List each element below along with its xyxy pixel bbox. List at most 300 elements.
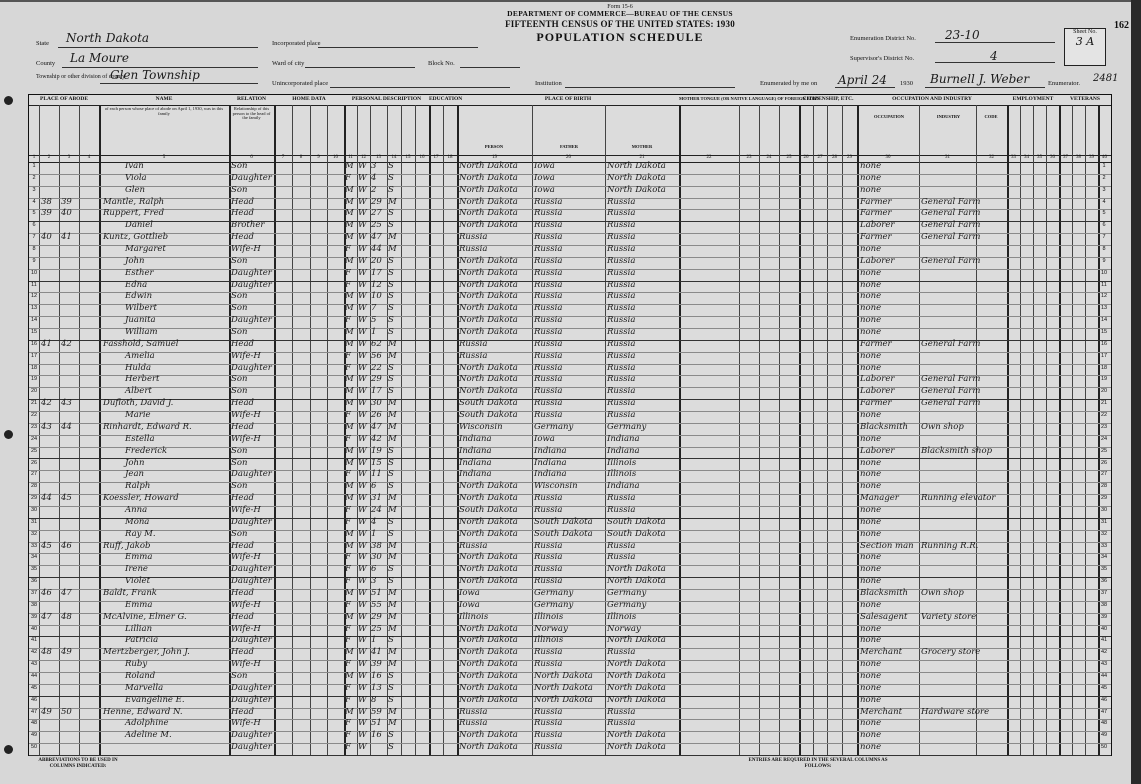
cell-father: Wisconsin	[534, 481, 578, 492]
cell-sex: M	[345, 528, 354, 539]
township-label: Township or other division of county	[36, 74, 126, 80]
cell-pob: North Dakota	[459, 682, 518, 693]
cell-father: Illinois	[534, 611, 564, 622]
line-number: 40	[30, 625, 38, 632]
supervisor-value: 4	[990, 49, 998, 63]
cell-race: W	[358, 244, 367, 255]
cell-sex: M	[345, 421, 354, 432]
cell-age: 29	[371, 374, 382, 385]
column-number: 6	[250, 155, 253, 160]
cell-name: Herbert	[125, 374, 160, 385]
line-number: 35	[30, 566, 38, 573]
cell-fam: 39	[61, 196, 72, 207]
cell-sex: F	[345, 623, 351, 634]
line-number: 22	[30, 412, 38, 419]
cell-pob: North Dakota	[459, 742, 518, 753]
cell-pob: North Dakota	[459, 730, 518, 741]
cell-sex: M	[345, 670, 354, 681]
cell-mother: North Dakota	[607, 670, 666, 681]
industry-col-header: INDUSTRY	[936, 114, 961, 119]
cell-race: W	[358, 564, 367, 575]
column-number: 39	[1089, 155, 1094, 160]
column-number: 30	[885, 155, 891, 160]
cell-pob: North Dakota	[459, 220, 518, 231]
cell-rel: Brother	[231, 220, 265, 231]
cell-occ: none	[860, 623, 882, 634]
cell-mother: North Dakota	[607, 659, 666, 670]
enum-district-value: 23-10	[945, 28, 980, 42]
cell-race: W	[358, 694, 367, 705]
cell-race: W	[358, 220, 367, 231]
cell-name: Ruff, Jakob	[103, 540, 151, 551]
cell-occ: none	[860, 244, 882, 255]
cell-age: 44	[371, 244, 382, 255]
cell-rel: Daughter	[231, 279, 272, 290]
line-number-right: 5	[1102, 210, 1106, 217]
cell-sex: M	[345, 338, 354, 349]
cell-age: 29	[371, 611, 382, 622]
column-number: 16	[419, 155, 425, 160]
cell-occ: none	[860, 350, 882, 361]
cell-ms: S	[388, 635, 394, 646]
cell-pob: South Dakota	[459, 504, 518, 515]
cell-name: Glen	[125, 184, 146, 195]
cell-mother: Indiana	[607, 445, 640, 456]
cell-ind: General Farm	[921, 338, 981, 349]
cell-sex: M	[345, 587, 354, 598]
cell-father: Russia	[534, 493, 563, 504]
column-number: 13	[376, 155, 381, 160]
line-number-right: 22	[1100, 412, 1108, 419]
cell-race: W	[358, 481, 367, 492]
cell-sex: M	[345, 255, 354, 266]
cell-ind: General Farm	[921, 255, 981, 266]
cell-father: Russia	[534, 267, 563, 278]
cell-occ: none	[860, 635, 882, 646]
county-label: County	[36, 60, 56, 67]
cell-mother: Russia	[607, 386, 636, 397]
cell-mother: South Dakota	[607, 516, 666, 527]
line-number-right: 29	[1100, 495, 1108, 502]
supervisor-label: Supervisor's District No.	[850, 55, 915, 62]
cell-rel: Daughter	[231, 742, 272, 753]
line-number-right: 43	[1100, 661, 1108, 668]
cell-age: 30	[371, 398, 382, 409]
cell-rel: Son	[231, 374, 248, 385]
cell-rel: Head	[231, 493, 254, 504]
cell-age: 51	[371, 718, 382, 729]
cell-pob: Iowa	[459, 587, 480, 598]
cell-mother: North Dakota	[607, 694, 666, 705]
line-number: 13	[30, 305, 38, 312]
cell-race: W	[358, 659, 367, 670]
column-number: 23	[746, 155, 752, 160]
cell-ms: M	[388, 587, 397, 598]
cell-pob: Illinois	[459, 611, 489, 622]
cell-dwell: 41	[41, 338, 52, 349]
cell-race: W	[358, 421, 367, 432]
form-header	[470, 4, 770, 43]
cell-name: Margaret	[125, 244, 166, 255]
cell-rel: Daughter	[231, 315, 272, 326]
cell-fam: 42	[61, 338, 72, 349]
cell-rel: Daughter	[231, 730, 272, 741]
cell-pob: North Dakota	[459, 481, 518, 492]
cell-name: Emma	[125, 599, 153, 610]
cell-ind: Running R.R.	[921, 540, 979, 551]
institution-line	[565, 87, 735, 88]
cell-race: W	[358, 457, 367, 468]
cell-ind: General Farm	[921, 196, 981, 207]
cell-mother: Russia	[607, 244, 636, 255]
cell-age: 10	[371, 291, 382, 302]
cell-name: Ray M.	[125, 528, 156, 539]
cell-age: 25	[371, 623, 382, 634]
cell-father: South Dakota	[534, 528, 593, 539]
cell-ms: M	[388, 647, 397, 658]
form-number: Form 15-6	[607, 4, 633, 10]
cell-mother: North Dakota	[607, 184, 666, 195]
cell-ms: M	[388, 421, 397, 432]
cell-ms: S	[388, 386, 394, 397]
cell-race: W	[358, 576, 367, 587]
table-body	[29, 162, 1111, 755]
group-abode: PLACE OF ABODE	[39, 96, 89, 102]
cell-name: Irene	[125, 564, 148, 575]
line-number-right: 38	[1100, 601, 1108, 608]
code-col-header: CODE	[984, 114, 998, 119]
schedule-title: POPULATION SCHEDULE	[536, 29, 704, 44]
cell-ms: M	[388, 244, 397, 255]
cell-rel: Daughter	[231, 469, 272, 480]
cell-rel: Son	[231, 386, 248, 397]
township-line	[100, 83, 258, 84]
cell-rel: Head	[231, 398, 254, 409]
line-number: 36	[30, 578, 38, 585]
cell-mother: North Dakota	[607, 172, 666, 183]
cell-name: Viola	[125, 172, 147, 183]
state-label: State	[36, 40, 49, 47]
column-number: 4	[87, 155, 91, 160]
cell-fam: 46	[61, 540, 72, 551]
cell-rel: Daughter	[231, 516, 272, 527]
cell-father: Russia	[534, 291, 563, 302]
cell-name: Violet	[125, 576, 150, 587]
cell-sex: M	[345, 493, 354, 504]
cell-father: Russia	[534, 730, 563, 741]
line-number-right: 27	[1100, 471, 1108, 478]
cell-ms: S	[388, 161, 394, 171]
cell-race: W	[358, 742, 367, 753]
group-personal: PERSONAL DESCRIPTION	[351, 96, 422, 102]
cell-age: 16	[371, 670, 382, 681]
cell-name: Dufloth, David J.	[103, 398, 174, 409]
line-number-right: 7	[1102, 234, 1106, 241]
cell-sex: F	[345, 564, 351, 575]
cell-mother: Russia	[607, 410, 636, 421]
cell-age: 3	[371, 576, 377, 587]
enumerated-date-line	[835, 87, 895, 88]
cell-father: Russia	[534, 374, 563, 385]
line-number-right: 9	[1102, 257, 1106, 264]
cell-ms: S	[388, 184, 394, 195]
county-value: La Moure	[70, 51, 130, 65]
cell-sex: M	[345, 457, 354, 468]
cell-ind: Blacksmith shop	[921, 445, 993, 456]
cell-age: 6	[371, 564, 377, 575]
cell-ind: Running elevator	[921, 493, 996, 504]
cell-occ: none	[860, 161, 882, 171]
cell-dwell: 48	[41, 647, 52, 658]
cell-ms: S	[388, 315, 394, 326]
cell-father: Germany	[534, 599, 574, 610]
cell-name: Jean	[125, 469, 144, 480]
birth-father-header: FATHER	[559, 144, 579, 149]
line-number: 44	[30, 672, 38, 679]
cell-rel: Head	[231, 421, 254, 432]
cell-name: Albert	[125, 386, 152, 397]
cell-sex: F	[345, 267, 351, 278]
cell-race: W	[358, 267, 367, 278]
cell-age: 6	[371, 481, 377, 492]
cell-father: Russia	[534, 220, 563, 231]
cell-occ: none	[860, 315, 882, 326]
cell-name: Mona	[125, 516, 150, 527]
cell-occ: none	[860, 184, 882, 195]
cell-ind: Grocery store	[921, 647, 981, 658]
cell-pob: North Dakota	[459, 493, 518, 504]
cell-sex: F	[345, 279, 351, 290]
cell-rel: Son	[231, 670, 248, 681]
line-number-right: 42	[1100, 649, 1108, 656]
cell-ind: Own shop	[921, 421, 964, 432]
cell-age: 47	[371, 232, 382, 243]
sheet-label: Sheet No.	[1073, 29, 1097, 35]
cell-sex: M	[345, 386, 354, 397]
cell-sex: F	[345, 433, 351, 444]
entries-title: ENTRIES ARE REQUIRED IN THE SEVERAL COLUMNS AS FOLLOWS:	[748, 758, 888, 769]
cell-pob: North Dakota	[459, 315, 518, 326]
cell-pob: North Dakota	[459, 279, 518, 290]
column-number: 22	[706, 155, 712, 160]
cell-ms: M	[388, 350, 397, 361]
cell-name: Ruppert, Fred	[103, 208, 165, 219]
cell-sex: M	[345, 327, 354, 338]
cell-race: W	[358, 172, 367, 183]
cell-occ: none	[860, 576, 882, 587]
cell-ms: M	[388, 623, 397, 634]
line-number: 2	[32, 174, 36, 181]
cell-name: Hulda	[125, 362, 152, 373]
cell-father: Russia	[534, 659, 563, 670]
cell-father: North Dakota	[534, 682, 593, 693]
cell-race: W	[358, 670, 367, 681]
cell-fam: 45	[61, 493, 72, 504]
cell-occ: none	[860, 410, 882, 421]
cell-name: Lillian	[125, 623, 153, 634]
line-number: 21	[30, 400, 38, 407]
cell-race: W	[358, 398, 367, 409]
line-number-right: 24	[1100, 435, 1108, 442]
cell-sex: F	[345, 504, 351, 515]
cell-father: Russia	[534, 327, 563, 338]
cell-occ: Merchant	[860, 647, 902, 658]
cell-rel: Head	[231, 232, 254, 243]
cell-sex: F	[345, 730, 351, 741]
cell-ms: S	[388, 172, 394, 183]
cell-ms: S	[388, 267, 394, 278]
cell-mother: Indiana	[607, 433, 640, 444]
cell-race: W	[358, 635, 367, 646]
cell-age: 59	[371, 706, 382, 717]
cell-pob: Russia	[459, 718, 488, 729]
line-number-right: 40	[1100, 625, 1108, 632]
cell-ms: S	[388, 374, 394, 385]
cell-father: Russia	[534, 279, 563, 290]
cell-ms: S	[388, 742, 394, 753]
column-number: 33	[1011, 155, 1016, 160]
cell-pob: North Dakota	[459, 172, 518, 183]
cell-age: 56	[371, 350, 382, 361]
cell-mother: Russia	[607, 315, 636, 326]
cell-race: W	[358, 706, 367, 717]
cell-race: W	[358, 587, 367, 598]
cell-rel: Wife-H	[231, 350, 261, 361]
cell-ind: General Farm	[921, 386, 981, 397]
cell-ms: S	[388, 291, 394, 302]
cell-rel: Daughter	[231, 635, 272, 646]
cell-father: Russia	[534, 350, 563, 361]
cell-ms: S	[388, 220, 394, 231]
cell-ind: Own shop	[921, 587, 964, 598]
line-number: 8	[32, 246, 36, 253]
cell-sex: F	[345, 362, 351, 373]
line-number: 46	[30, 696, 38, 703]
cell-father: Russia	[534, 540, 563, 551]
column-number: 27	[817, 155, 823, 160]
cell-age: 38	[371, 540, 382, 551]
cell-dwell: 43	[41, 421, 52, 432]
punch-hole	[4, 745, 13, 754]
sheet-value: 3 A	[1075, 35, 1095, 48]
cell-occ: none	[860, 504, 882, 515]
cell-race: W	[358, 374, 367, 385]
column-number: 29	[847, 155, 852, 160]
enumerator-label: Enumerator.	[1048, 80, 1080, 87]
column-number: 26	[803, 155, 809, 160]
cell-father: Russia	[534, 706, 563, 717]
line-number-right: 32	[1100, 530, 1108, 537]
cell-ms: S	[388, 670, 394, 681]
cell-age: 47	[371, 421, 382, 432]
enumerated-label: Enumerated by me on	[760, 80, 818, 87]
year: 1930	[900, 80, 913, 87]
cell-ms: S	[388, 481, 394, 492]
cell-dwell: 46	[41, 587, 52, 598]
cell-age: 17	[371, 386, 382, 397]
cell-ms: M	[388, 611, 397, 622]
cell-rel: Son	[231, 161, 248, 171]
cell-occ: Farmer	[860, 338, 892, 349]
line-number: 3	[32, 186, 36, 193]
cell-pob: Russia	[459, 350, 488, 361]
occupation-col-header: OCCUPATION	[873, 114, 905, 119]
line-number: 28	[30, 483, 38, 490]
cell-mother: Russia	[607, 208, 636, 219]
line-number: 37	[30, 589, 38, 596]
cell-ms: S	[388, 208, 394, 219]
cell-occ: Laborer	[860, 386, 895, 397]
cell-fam: 48	[61, 611, 72, 622]
cell-occ: none	[860, 599, 882, 610]
cell-rel: Daughter	[231, 576, 272, 587]
column-number: 36	[1050, 155, 1055, 160]
cell-occ: none	[860, 564, 882, 575]
relation-col-header: Relationship of this person to the head of the family	[232, 106, 271, 121]
cell-rel: Wife-H	[231, 244, 261, 255]
line-number: 50	[30, 744, 38, 751]
column-number: 35	[1037, 155, 1042, 160]
column-number: 2	[47, 155, 51, 160]
cell-ms: M	[388, 552, 397, 563]
line-number-right: 35	[1100, 566, 1108, 573]
cell-father: Norway	[534, 623, 568, 634]
cell-age: 26	[371, 410, 382, 421]
cell-name: Patricia	[125, 635, 159, 646]
cell-rel: Daughter	[231, 267, 272, 278]
cell-name: Marvella	[125, 682, 164, 693]
cell-name: Wilbert	[125, 303, 157, 314]
line-number: 4	[32, 198, 36, 205]
cell-father: Russia	[534, 552, 563, 563]
cell-race: W	[358, 208, 367, 219]
cell-mother: Russia	[607, 327, 636, 338]
cell-name: Ivan	[125, 161, 144, 171]
line-number: 24	[30, 435, 38, 442]
cell-mother: Norway	[607, 623, 641, 634]
cell-race: W	[358, 279, 367, 290]
column-number: 7	[281, 155, 285, 160]
cell-mother: Illinois	[607, 469, 637, 480]
cell-sex: M	[345, 611, 354, 622]
cell-ind: General Farm	[921, 208, 981, 219]
cell-race: W	[358, 730, 367, 741]
group-veterans: VETERANS	[1070, 96, 1100, 102]
cell-age: 20	[371, 255, 382, 266]
cell-occ: none	[860, 552, 882, 563]
line-number-right: 44	[1100, 672, 1108, 679]
cell-mother: Russia	[607, 552, 636, 563]
group-tongue: MOTHER TONGUE (OR NATIVE LANGUAGE) OF FOREIGN BORN	[679, 96, 820, 101]
cell-occ: Farmer	[860, 208, 892, 219]
cell-age: 27	[371, 208, 382, 219]
column-number: 28	[832, 155, 837, 160]
cell-name: Koessler, Howard	[103, 493, 179, 504]
line-number-right: 2	[1102, 174, 1106, 181]
cell-pob: South Dakota	[459, 410, 518, 421]
state-line	[58, 47, 258, 48]
column-number: 5	[162, 155, 166, 160]
cell-mother: North Dakota	[607, 635, 666, 646]
cell-age: 42	[371, 433, 382, 444]
cell-ms: M	[388, 398, 397, 409]
group-occupation: OCCUPATION AND INDUSTRY	[892, 96, 972, 102]
cell-fam: 40	[61, 208, 72, 219]
cell-rel: Head	[231, 706, 254, 717]
line-number-right: 45	[1100, 684, 1108, 691]
cell-dwell: 39	[41, 208, 52, 219]
column-header-area	[29, 105, 1111, 156]
